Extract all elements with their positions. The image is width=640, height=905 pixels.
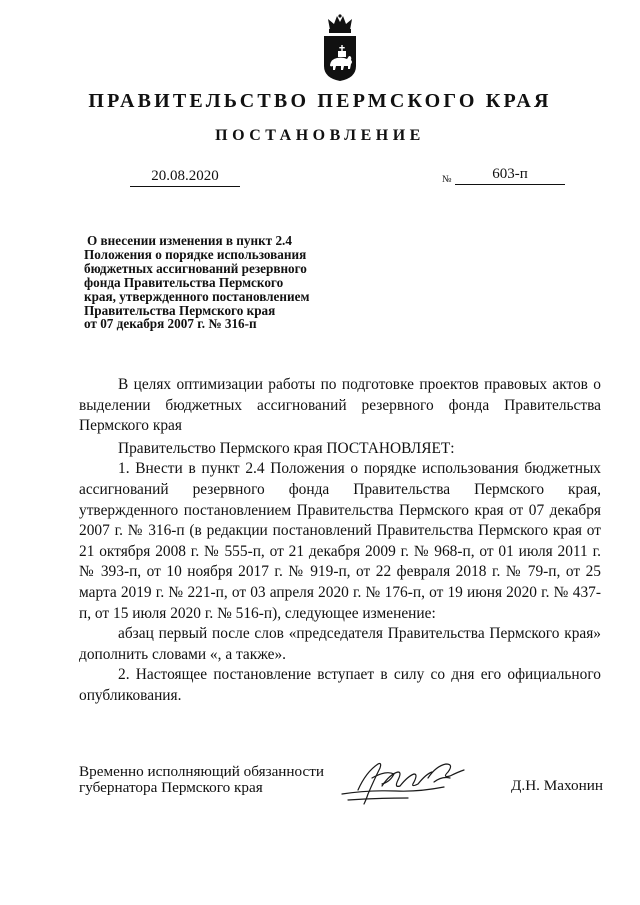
document-body <box>79 375 601 707</box>
organization-name: ПРАВИТЕЛЬСТВО ПЕРМСКОГО КРАЯ <box>88 90 552 112</box>
document-number: 603-п <box>455 166 565 185</box>
subject-line: Положения о порядке использования <box>84 246 307 262</box>
body-paragraph: Правительство Пермского края ПОСТАНОВЛЯЕТ: <box>118 439 455 457</box>
body-paragraph: 2. Настоящее постановление вступает в силу со дня его официального опубликования. <box>79 666 601 704</box>
body-paragraph: В целях оптимизации работы по подготовке проектов правовых актов о выделении бюджетных ассигнований резервного фонда Правительства Пермского края <box>79 376 601 435</box>
subject-line: Правительства Пермского края <box>84 302 276 318</box>
number-label: № <box>442 174 452 185</box>
document-subject <box>84 234 384 331</box>
subject-line: от 07 декабря 2007 г. № 316-п <box>84 316 257 332</box>
subject-line: бюджетных ассигнований резервного <box>84 260 307 276</box>
handwritten-signature-icon <box>338 756 470 808</box>
subject-line: края, утвержденного постановлением <box>84 288 310 304</box>
signatory-title-line: губернатора Пермского края <box>79 779 263 796</box>
body-paragraph: абзац первый после слов «председателя Правительства Пермского края» дополнить словами «, а также». <box>79 625 601 663</box>
signatory-name: Д.Н. Махонин <box>511 777 603 794</box>
document-type: ПОСТАНОВЛЕНИЕ <box>215 127 425 144</box>
document-date: 20.08.2020 <box>130 168 240 187</box>
subject-line: О внесении изменения в пункт 2.4 <box>87 233 292 248</box>
signatory-title <box>79 764 359 796</box>
subject-line: фонда Правительства Пермского <box>84 274 284 290</box>
perm-krai-coat-of-arms-bear-icon <box>318 14 362 82</box>
signatory-title-line: Временно исполняющий обязанности <box>79 763 325 780</box>
body-paragraph: 1. Внести в пункт 2.4 Положения о порядке использования бюджетных ассигнований резервного фонда Правительства Пермского края, утвержденного постановлением Правительства Пермского края от 07 декабря 2007 г. № 316-п (в редакции постановлений Правительства Пермского края от 21 октября 2008 г. № 555-п, от 21 декабря 2009 г. № 968-п, от 01 июля 2011 г. № 393-п, от 10 ноября 2017 г. № 919-п, от 22 февраля 2018 г. № 79-п, от 25 марта 2019 г. № 221-п, от 03 апреля 2020 г. № 176-п, от 19 июня 2020 г. № 437-п, от 15 июля 2020 г. № 516-п), следующее изменение: <box>79 460 601 622</box>
